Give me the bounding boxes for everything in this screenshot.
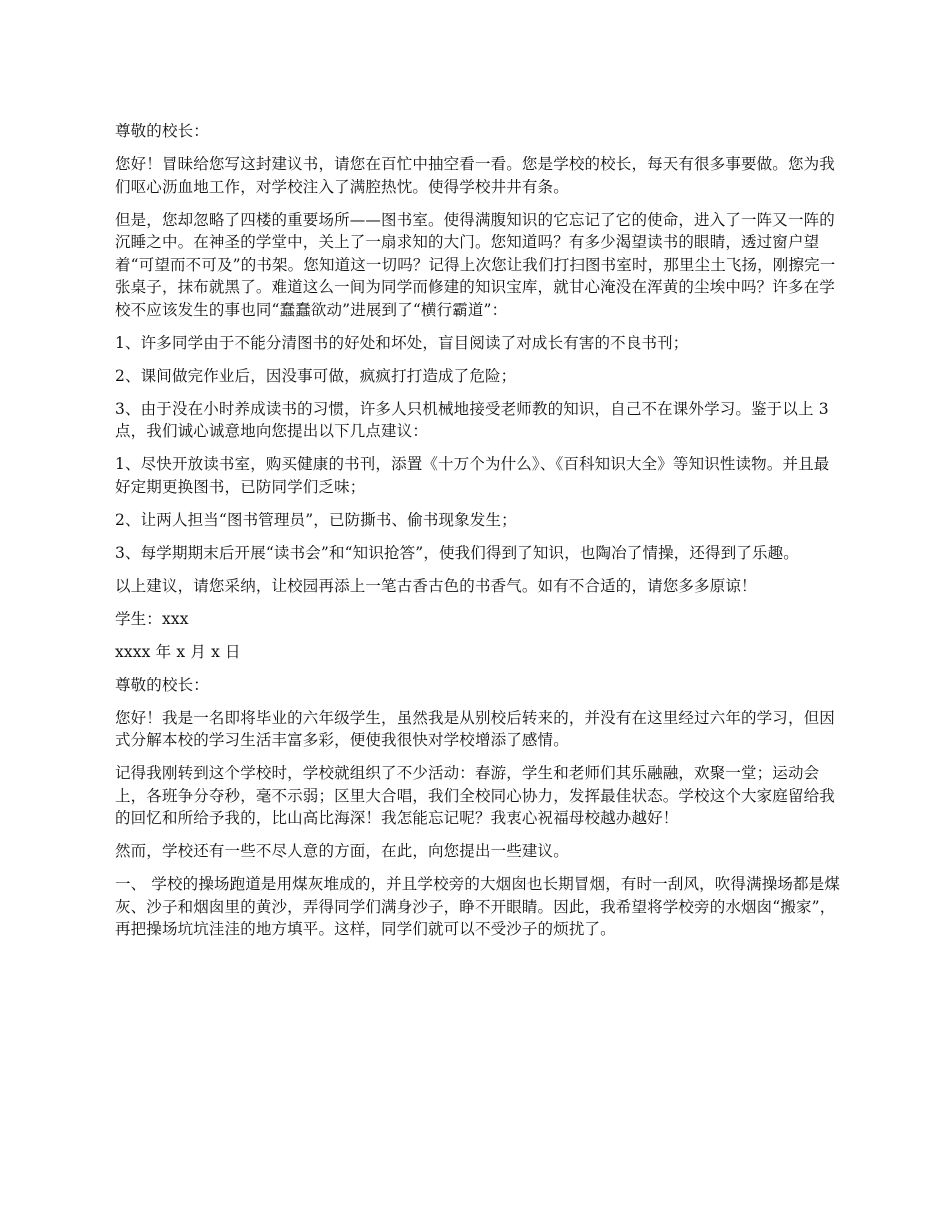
suggestion-item-2: 2、让两人担当“图书管理员”，已防撕书、偷书现象发生； [115, 510, 517, 529]
problem-item-3: 3、由于没在小时养成读书的习惯，许多人只机械地接受老师教的知识，自己不在课外学习。鉴于以上 3 点，我们诚心诚意地向您提出以下几点建议： [115, 399, 829, 440]
signature-date: xxxx 年 x 月 x 日 [115, 642, 241, 661]
problem-item-1: 1、许多同学由于不能分清图书的好处和坏处，盲目阅读了对成长有害的不良书刊； [115, 333, 689, 352]
problem-item-2: 2、课间做完作业后，因没事可做，疯疯打打造成了危险； [115, 366, 517, 385]
paragraph-greeting-2: 您好！我是一名即将毕业的六年级学生，虽然我是从别校后转来的，并没有在这里经过六年的学习，但因式分解本校的学习生活丰富多彩，便使我很快对学校增添了感情。 [115, 708, 835, 749]
salutation-2: 尊敬的校长： [115, 675, 209, 694]
suggestion-item-3: 3、每学期期末后开展“读书会”和“知识抢答”，使我们得到了知识，也陶冶了情操，还得到了乐趣。 [115, 543, 799, 562]
salutation-1: 尊敬的校长： [115, 122, 209, 140]
paragraph-library-issue: 但是，您却忽略了四楼的重要场所——图书室。使得满腹知识的它忘记了它的使命，进入了一阵又一阵的沉睡之中。在神圣的学堂中，关上了一扇求知的大门。您知道吗？有多少渴望读书的眼睛，透过窗户望着“可望而不可及”的书架。您知道这一切吗？记得上次您让我们打扫图书室时，那里尘土飞扬，刚擦完一张桌子，抹布就黑了。难道这么一间为同学而修建的知识宝库，就甘心淹没在浑黄的尘埃中吗？许多在学校不应该发生的事也同“蠢蠢欲动”进展到了“横行霸道”： [115, 210, 836, 319]
paragraph-transition: 然而，学校还有一些不尽人意的方面，在此，向您提出一些建议。 [115, 842, 569, 860]
signature-student: 学生：xxx [115, 609, 189, 628]
suggestion-item-1: 1、尽快开放读书室，购买健康的书刊，添置《十万个为什么》、《百科知识大全》等知识性读物。并且最好定期更换图书，已防同学们乏味； [115, 455, 830, 496]
paragraph-greeting-1: 您好！冒昧给您写这封建议书，请您在百忙中抽空看一看。您是学校的校长，每天有很多事要做。您为我们呕心沥血地工作，对学校注入了满腔热忱。使得学校井井有条。 [115, 155, 835, 196]
paragraph-memories: 记得我刚转到这个学校时，学校就组织了不少活动：春游，学生和老师们其乐融融，欢聚一堂；运动会上，各班争分夺秒，毫不示弱；区里大合唱，我们全校同心协力，发挥最佳状态。学校这个大家庭留给我的回忆和所给予我的，比山高比海深！我怎能忘记呢？我衷心祝福母校越办越好！ [115, 764, 835, 827]
suggestion-playground: 一、 学校的操场跑道是用煤灰堆成的，并且学校旁的大烟囱也长期冒烟，有时一刮风，吹得满操场都是煤灰、沙子和烟囱里的黄沙，弄得同学们满身沙子，睁不开眼睛。因此，我希望将学校旁的水烟囱“搬家”，再把操场坑坑洼洼的地方填平。这样，同学们就可以不受沙子的烦扰了。 [115, 875, 840, 938]
document-body [115, 120, 840, 951]
closing-paragraph-1: 以上建议，请您采纳，让校园再添上一笔古香古色的书香气。如有不合适的，请您多多原谅！ [115, 576, 757, 595]
